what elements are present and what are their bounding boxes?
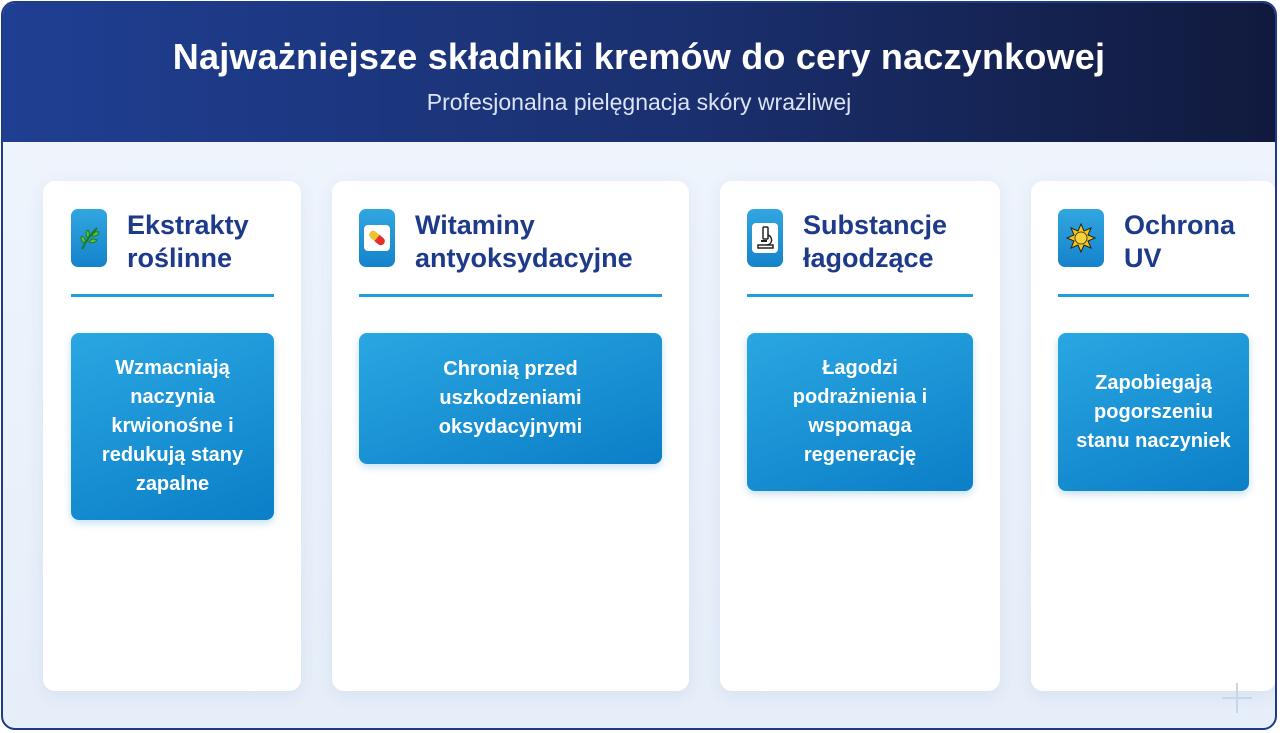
plus-icon bbox=[1222, 683, 1252, 713]
pill-icon bbox=[359, 209, 395, 267]
card-description: Łagodzi podrażnienia i wspomaga regenerację bbox=[747, 333, 973, 491]
card-description: Zapobiegają pogorszeniu stanu naczyniek bbox=[1058, 333, 1249, 491]
divider bbox=[71, 294, 274, 297]
card-uv-protection bbox=[1031, 181, 1276, 691]
microscope-icon bbox=[747, 209, 783, 267]
card-title: Ekstrakty roślinne bbox=[127, 210, 249, 273]
card-header bbox=[359, 209, 633, 275]
card-header bbox=[747, 209, 947, 275]
divider bbox=[1058, 294, 1249, 297]
card-header bbox=[1058, 209, 1235, 275]
card-title: Ochrona UV bbox=[1124, 210, 1236, 273]
page-title: Najważniejsze składniki kremów do cery naczynkowej bbox=[172, 36, 1106, 77]
card-plant-extracts bbox=[43, 181, 301, 691]
card-title: Witaminy antyoksydacyjne bbox=[415, 210, 633, 273]
divider bbox=[359, 294, 662, 297]
card-description: Chronią przed uszkodzeniami oksydacyjnymi bbox=[359, 333, 662, 464]
sun-icon bbox=[1058, 209, 1104, 267]
card-description: Wzmacniają naczynia krwionośne i redukują stany zapalne bbox=[71, 333, 274, 520]
divider bbox=[747, 294, 973, 297]
card-header bbox=[71, 209, 249, 275]
card-title: Substancje łagodzące bbox=[803, 210, 948, 273]
card-soothing-substances bbox=[720, 181, 1000, 691]
herb-icon bbox=[71, 209, 107, 267]
page-subtitle: Profesjonalna pielęgnacja skóry wrażliwej bbox=[426, 89, 852, 115]
infographic-frame bbox=[1, 1, 1277, 730]
card-antioxidant-vitamins bbox=[332, 181, 689, 691]
header bbox=[3, 3, 1275, 142]
